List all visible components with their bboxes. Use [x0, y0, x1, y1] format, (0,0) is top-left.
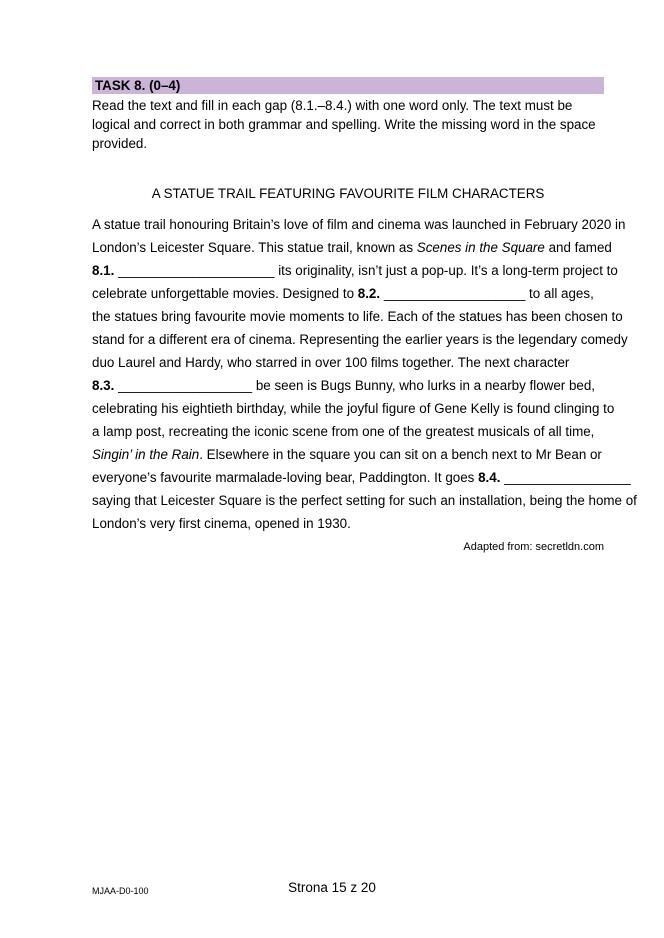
task-header-label: TASK 8. (0–4) — [95, 78, 181, 93]
text-segment: 8.2. — [357, 286, 384, 301]
text-segment: . Elsewhere in the square you can sit on a bench next to Mr Bean or — [199, 447, 602, 462]
paragraph-line — [92, 259, 618, 282]
text-segment: Singin’ in the Rain — [92, 447, 200, 462]
text-segment: saying that Leicester Square is the perfect setting for such an installation, being the home of — [92, 493, 637, 508]
paragraph-line — [92, 397, 615, 420]
text-segment: 8.4. — [478, 470, 505, 485]
text-segment: London’s very first cinema, opened in 1930. — [92, 516, 351, 531]
text-segment: and famed — [544, 240, 612, 255]
document-code: MJAA-D0-100 — [92, 886, 149, 896]
paragraph-line — [92, 282, 604, 305]
paragraph-line — [92, 512, 604, 535]
article-title: A STATUE TRAIL FEATURING FAVOURITE FILM CHARACTERS — [151, 186, 545, 201]
text-segment: 8.3. — [92, 378, 119, 393]
source-attribution: Adapted from: secretldn.com — [463, 541, 604, 553]
gap-blank: ___________________ — [383, 286, 526, 301]
paragraph-line — [92, 213, 626, 236]
text-segment: to all ages, — [525, 286, 594, 301]
gap-blank: _____________________ — [118, 263, 275, 278]
gap-blank: _________________ — [504, 470, 631, 485]
page-number: Strona 15 z 20 — [288, 880, 376, 895]
paragraph-line — [92, 236, 612, 259]
text-segment: celebrate unforgettable movies. Designed to — [92, 286, 358, 301]
text-segment: its originality, isn’t just a pop-up. It’s a long-term project to — [274, 263, 618, 278]
instructions-line — [92, 96, 604, 115]
text-segment: a lamp post, recreating the iconic scene from one of the greatest musicals of all time, — [92, 424, 595, 439]
task-header-bar — [92, 77, 604, 94]
paragraph-line — [92, 489, 637, 512]
article-body — [92, 213, 637, 535]
paragraph-line — [92, 328, 628, 351]
paragraph-line — [92, 374, 604, 397]
paragraph-line — [92, 420, 604, 443]
paragraph-line — [92, 466, 631, 489]
text-segment: London’s Leicester Square. This statue trail, known as — [92, 240, 417, 255]
text-segment: be seen is Bugs Bunny, who lurks in a nearby flower bed, — [252, 378, 596, 393]
paragraph-line — [92, 443, 604, 466]
text-segment: duo Laurel and Hardy, who starred in over 100 films together. The next character — [92, 355, 570, 370]
text-segment: Scenes in the Square — [416, 240, 545, 255]
text-segment: the statues bring favourite movie moments to life. Each of the statues has been chosen to — [92, 309, 623, 324]
text-segment: provided. — [92, 136, 148, 151]
text-segment: everyone’s favourite marmalade-loving bear, Paddington. It goes — [92, 470, 479, 485]
text-segment: logical and correct in both grammar and spelling. Write the missing word in the space — [92, 117, 596, 132]
text-segment: stand for a different era of cinema. Representing the earlier years is the legendary comedy — [92, 332, 628, 347]
task-instructions — [92, 96, 604, 153]
text-segment: 8.1. — [92, 263, 119, 278]
instructions-line — [92, 134, 604, 153]
paragraph-line — [92, 305, 623, 328]
text-segment: A statue trail honouring Britain’s love of film and cinema was launched in February 2020 in — [92, 217, 626, 232]
text-segment: Read the text and fill in each gap (8.1.–8.4.) with one word only. The text must be — [92, 98, 573, 113]
text-segment: celebrating his eightieth birthday, while the joyful figure of Gene Kelly is found clinging to — [92, 401, 615, 416]
paragraph-line — [92, 351, 604, 374]
page-content — [92, 77, 637, 554]
instructions-line — [92, 115, 604, 134]
gap-blank: __________________ — [118, 378, 253, 393]
